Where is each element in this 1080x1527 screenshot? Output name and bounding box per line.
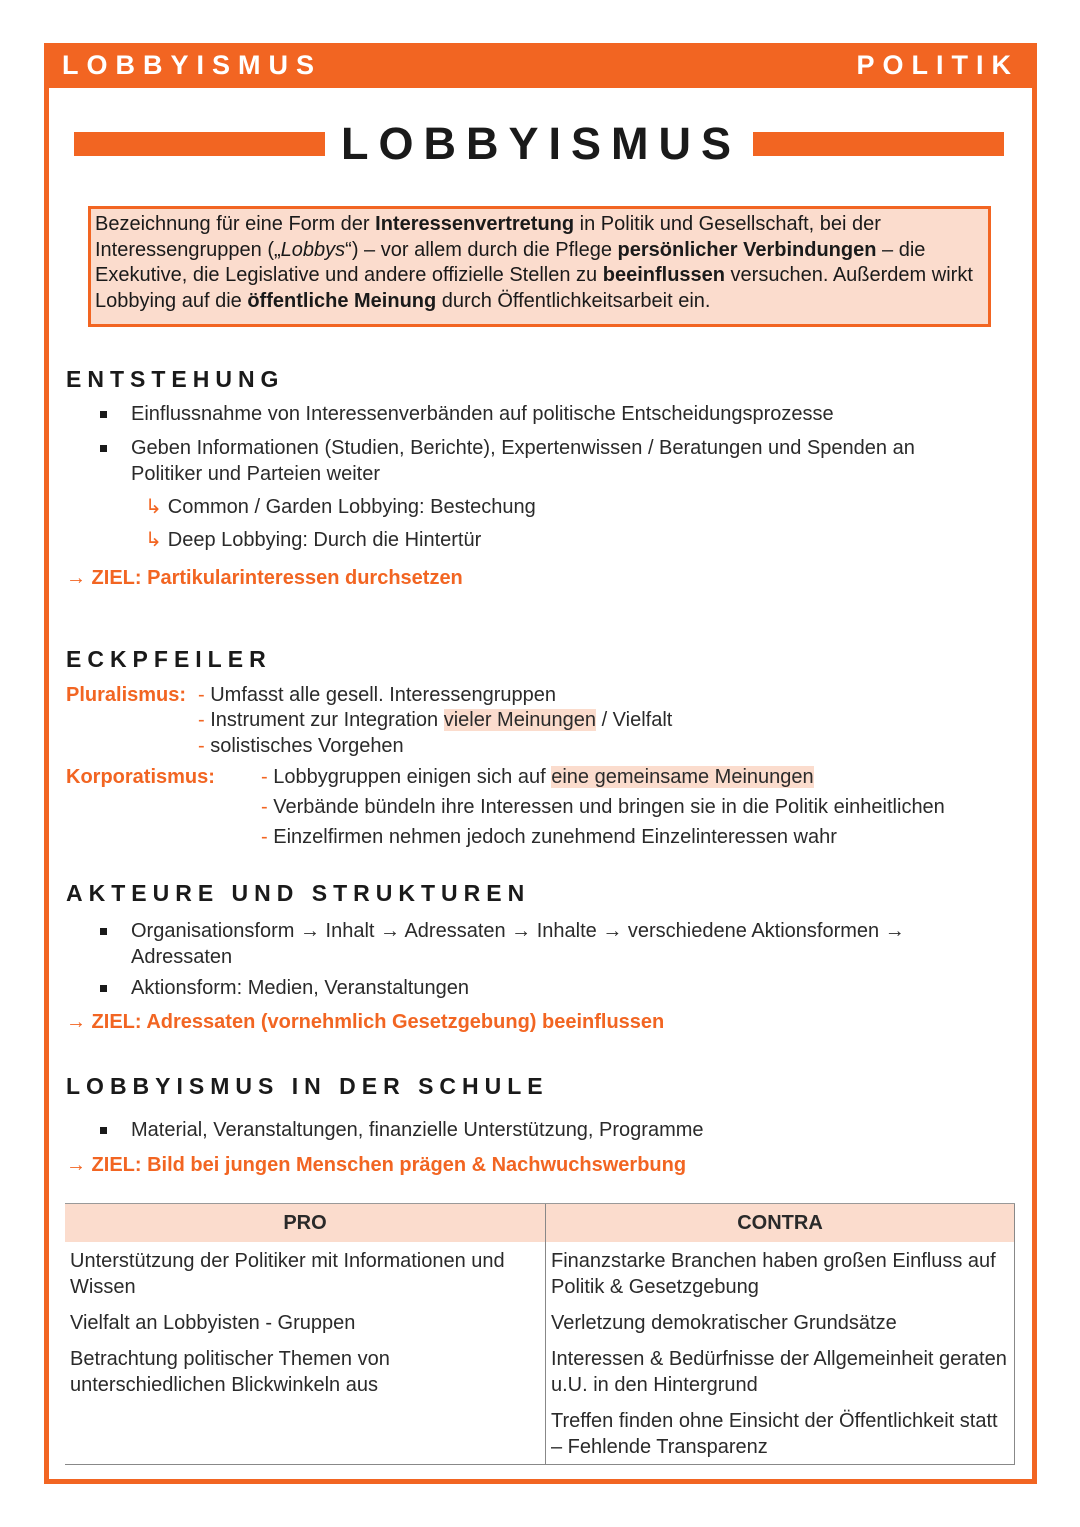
dash-icon: - — [261, 826, 268, 848]
line-text: / Vielfalt — [596, 709, 673, 731]
title-row — [74, 118, 1004, 170]
bullet-icon — [100, 411, 107, 418]
korporatismus-line — [261, 796, 945, 819]
list-item — [100, 1117, 980, 1143]
list-item-text: Geben Informationen (Studien, Berichte), Expertenwissen / Beratungen und Spenden an Politiker und Parteien weiter — [131, 437, 915, 485]
header-topic: LOBBYISMUS — [62, 50, 323, 80]
definition-bold: beeinflussen — [602, 264, 725, 286]
definition-bold: öffentliche Meinung — [247, 289, 437, 312]
sub-item — [145, 494, 536, 520]
definition-bold: persönlicher Verbindungen — [617, 238, 877, 261]
table-row — [65, 1402, 1015, 1465]
list-item — [100, 435, 980, 487]
dash-icon: - — [198, 684, 205, 706]
line-text: Umfasst alle gesell. Interessengruppen — [210, 684, 556, 706]
pro-cell: Betrachtung politischer Themen von unterschiedlichen Blickwinkeln aus — [70, 1348, 390, 1396]
pluralismus-line — [198, 684, 556, 707]
list-item-text: Organisationsform → Inhalt → Adressaten → Inhalte → verschiedene Aktionsformen → Adressaten — [131, 920, 905, 968]
section-heading-schule: LOBBYISMUS IN DER SCHULE — [66, 1073, 549, 1099]
list-item-text: Material, Veranstaltungen, finanzielle Unterstützung, Programme — [131, 1119, 704, 1141]
pluralismus-line — [198, 735, 404, 758]
definition-text: durch Öffentlichkeitsarbeit ein. — [436, 289, 711, 312]
sub-item-text: Common / Garden Lobbying: Bestechung — [167, 496, 536, 518]
definition-text: – die Exekutive, die Legislative und andere offizielle Stellen zu — [95, 238, 926, 286]
page-title: LOBBYISMUS — [341, 118, 742, 169]
contra-cell: Treffen finden ohne Einsicht der Öffentlichkeit statt – Fehlende Transparenz — [546, 1402, 1015, 1465]
definition-italic: Lobbys — [280, 238, 346, 261]
contra-cell: Verletzung demokratischer Grundsätze — [546, 1304, 1015, 1340]
line-text: Lobbygruppen einigen sich auf — [273, 766, 552, 788]
section-heading-entstehung: ENTSTEHUNG — [66, 366, 285, 392]
pro-cell: Unterstützung der Politiker mit Informationen und Wissen — [70, 1250, 505, 1298]
section-heading-akteure: AKTEURE UND STRUKTUREN — [66, 880, 531, 906]
pro-cell: Vielfalt an Lobbyisten - Gruppen — [70, 1312, 356, 1334]
goal-schule: → ZIEL: Bild bei jungen Menschen prägen & Nachwuchswerbung — [66, 1154, 687, 1176]
line-text: Instrument zur Integration — [210, 709, 444, 731]
definition-bold: Interessenvertretung — [375, 213, 575, 235]
definition-text: in Politik und Gesellschaft, bei der Interessengruppen („ — [95, 213, 881, 261]
dash-icon: - — [261, 796, 268, 818]
dash-icon: - — [261, 766, 268, 788]
korporatismus-label: Korporatismus: — [66, 766, 215, 788]
column-header-contra: CONTRA — [546, 1204, 1015, 1243]
line-text: Einzelfirmen nehmen jedoch zunehmend Einzelinteressen wahr — [273, 826, 837, 848]
pro-contra-table — [65, 1203, 1015, 1465]
definition-text: versuchen. Außerdem wirkt Lobbying auf die — [95, 264, 973, 312]
list-item-text: Einflussnahme von Interessenverbänden auf politische Entscheidungsprozesse — [131, 403, 834, 425]
return-arrow-icon: ↳ — [145, 529, 162, 551]
bullet-icon — [100, 1127, 107, 1134]
korporatismus-line — [261, 826, 837, 849]
definition-text: Bezeichnung für eine Form der — [95, 213, 376, 235]
contra-cell: Interessen & Bedürfnisse der Allgemeinheit geraten u.U. in den Hintergrund — [546, 1340, 1015, 1402]
table-row — [65, 1340, 1015, 1402]
sub-item — [145, 527, 481, 553]
title-bar-right — [753, 132, 1004, 156]
header-subject: POLITIK — [856, 50, 1019, 80]
line-text: Verbände bündeln ihre Interessen und bringen sie in die Politik einheitlichen — [273, 796, 945, 818]
table-header-row — [65, 1204, 1015, 1243]
dash-icon: - — [198, 735, 205, 757]
dash-icon: - — [198, 709, 205, 731]
sub-item-text: Deep Lobbying: Durch die Hintertür — [167, 529, 482, 551]
header-bar — [44, 43, 1037, 88]
highlighted-text: eine gemeinsame Meinungen — [551, 766, 814, 788]
section-heading-eckpfeiler: ECKPFEILER — [66, 646, 272, 672]
title-bar-left — [74, 132, 325, 156]
list-item-text: Aktionsform: Medien, Veranstaltungen — [131, 977, 469, 999]
definition-text: “) – vor allem durch die Pflege — [345, 238, 618, 261]
list-item — [100, 918, 980, 970]
pluralismus-label: Pluralismus: — [66, 684, 187, 706]
list-item — [100, 401, 980, 427]
pro-cell — [65, 1402, 546, 1465]
goal-entstehung: → ZIEL: Partikularinteressen durchsetzen — [66, 567, 463, 589]
column-header-pro: PRO — [65, 1204, 546, 1243]
korporatismus-line — [261, 766, 814, 789]
highlighted-text: vieler Meinungen — [443, 709, 597, 731]
bullet-icon — [100, 928, 107, 935]
return-arrow-icon: ↳ — [145, 496, 162, 518]
pluralismus-line — [198, 709, 672, 732]
table-row — [65, 1304, 1015, 1340]
line-text: solistisches Vorgehen — [210, 735, 404, 757]
list-item — [100, 975, 980, 1001]
table-row — [65, 1242, 1015, 1304]
definition-box — [88, 206, 991, 327]
goal-akteure: → ZIEL: Adressaten (vornehmlich Gesetzgebung) beeinflussen — [66, 1011, 665, 1033]
contra-cell: Finanzstarke Branchen haben großen Einfluss auf Politik & Gesetzgebung — [546, 1242, 1015, 1304]
bullet-icon — [100, 445, 107, 452]
bullet-icon — [100, 985, 107, 992]
